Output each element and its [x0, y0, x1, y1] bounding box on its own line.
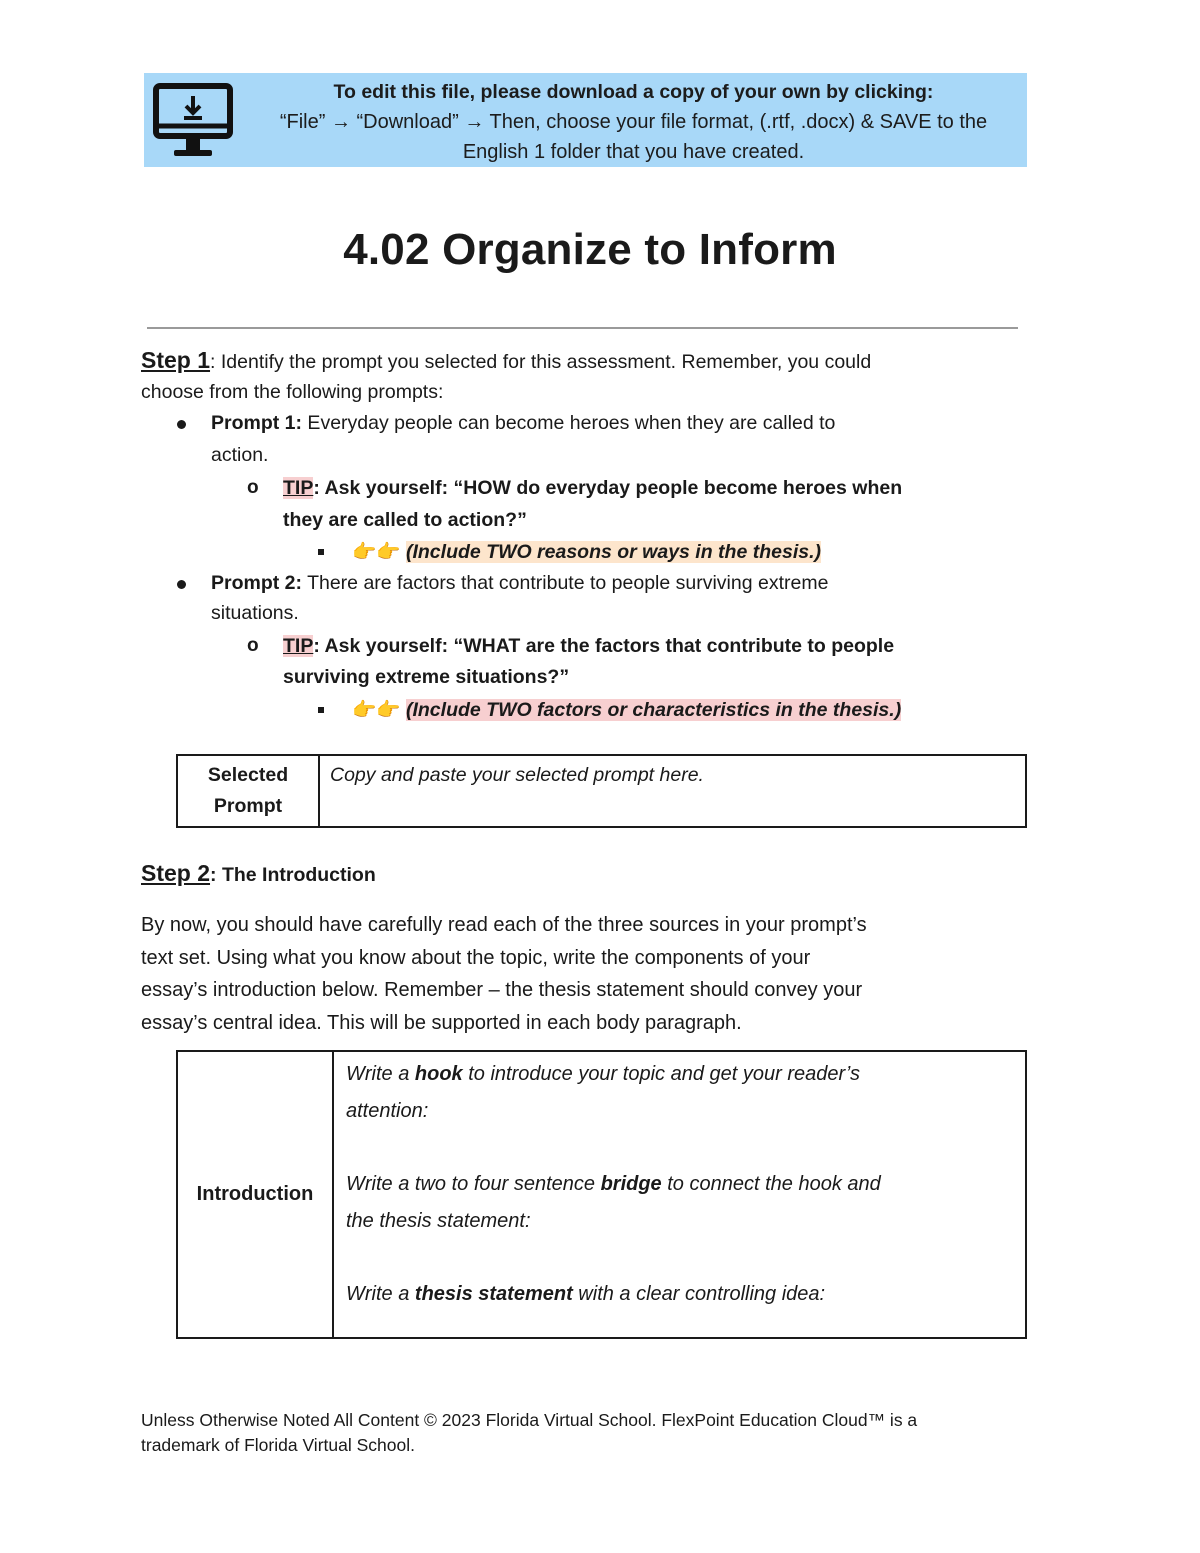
header-line2: Prompt	[213, 795, 283, 817]
bridge-prompt: Write a two to four sentence bridge to connect the hook and	[346, 1173, 881, 1195]
pointing-hand-icon: 👉👉	[352, 698, 401, 721]
title-divider	[147, 327, 1018, 329]
hook-prompt: Write a hook to introduce your topic and get your reader’s	[346, 1063, 860, 1085]
introduction-input-cell[interactable]	[333, 1051, 1026, 1338]
bullet-dot	[177, 580, 186, 589]
footer-line2: trademark of Florida Virtual School.	[141, 1435, 415, 1455]
step2-para-line: text set. Using what you know about the topic, write the components of your	[141, 946, 811, 969]
footer-line1: Unless Otherwise Noted All Content © 2023 Florida Virtual School. FlexPoint Education Cloud™ is a	[141, 1410, 918, 1430]
tip1-line2: they are called to action?”	[283, 509, 527, 531]
download-instructions-banner	[144, 73, 1027, 167]
step2-para-line: essay’s central idea. This will be supported in each body paragraph.	[141, 1011, 742, 1034]
step2-paragraph	[141, 909, 867, 1039]
tip1-line1	[283, 473, 902, 504]
step2-label: Step 2	[141, 860, 211, 886]
prompt2-line1	[211, 568, 828, 599]
thesis-prompt: Write a thesis statement with a clear controlling idea:	[346, 1283, 826, 1305]
prompt2-text: There are factors that contribute to people surviving extreme	[302, 572, 829, 594]
page-title: 4.02 Organize to Inform	[343, 225, 837, 274]
prompt1-text: Everyday people can become heroes when they are called to	[302, 412, 836, 434]
tip2-line1	[283, 631, 894, 662]
prompt1-line1	[211, 408, 835, 439]
prompt1-label: Prompt 1:	[211, 412, 303, 434]
introduction-table	[176, 1050, 1027, 1339]
hint2	[352, 694, 901, 726]
download-monitor-icon	[152, 80, 234, 160]
hint2-text: (Include TWO factors or characteristics in the thesis.)	[405, 699, 902, 721]
prompt2-label: Prompt 2:	[211, 572, 303, 594]
step1-text: : Identify the prompt you selected for this assessment. Remember, you could	[210, 351, 872, 373]
square-bullet	[318, 549, 324, 555]
tip2-text: : Ask yourself: “WHAT are the factors that contribute to people	[313, 635, 895, 657]
header-line1: Selected	[207, 764, 289, 786]
hint1	[352, 536, 821, 568]
bridge-prompt-cont: the thesis statement:	[346, 1210, 531, 1232]
sub-bullet-o: o	[247, 477, 259, 498]
prompt1-line2: action.	[211, 444, 269, 466]
pointing-hand-icon: 👉👉	[352, 540, 401, 563]
selected-prompt-header	[177, 755, 319, 827]
sub-bullet-o: o	[247, 635, 259, 656]
square-bullet	[318, 707, 324, 713]
selected-prompt-table	[176, 754, 1027, 828]
hint1-text: (Include TWO reasons or ways in the thesis.)	[405, 541, 821, 563]
tip1-text: : Ask yourself: “HOW do everyday people become heroes when	[313, 477, 903, 499]
banner-line-1: To edit this file, please download a copy of your own by clicking:	[333, 81, 934, 103]
step2-heading-text: : The Introduction	[210, 864, 376, 886]
step1-intro-line2: choose from the following prompts:	[141, 381, 444, 403]
selected-prompt-placeholder: Copy and paste your selected prompt here.	[330, 764, 704, 786]
step2-para-line: essay’s introduction below. Remember – the thesis statement should convey your	[141, 979, 863, 1001]
step1-label: Step 1	[141, 347, 211, 373]
introduction-row-label: Introduction	[177, 1051, 333, 1338]
selected-prompt-input[interactable]	[319, 755, 1026, 827]
tip2-label: TIP	[283, 635, 314, 657]
footer-copyright	[141, 1408, 1041, 1458]
banner-line-3: English 1 folder that you have created.	[462, 141, 805, 163]
step1-intro-line1	[141, 345, 871, 378]
step2-heading	[141, 858, 376, 891]
tip2-line2: surviving extreme situations?”	[283, 666, 570, 688]
prompt2-line2: situations.	[211, 602, 299, 624]
bullet-dot	[177, 420, 186, 429]
banner-line-2: “File” → “Download” → Then, choose your file format, (.rtf, .docx) & SAVE to the	[279, 111, 988, 133]
hook-prompt-cont: attention:	[346, 1100, 429, 1122]
tip1-label: TIP	[283, 477, 314, 499]
step2-para-line: By now, you should have carefully read each of the three sources in your prompt’s	[141, 914, 867, 936]
